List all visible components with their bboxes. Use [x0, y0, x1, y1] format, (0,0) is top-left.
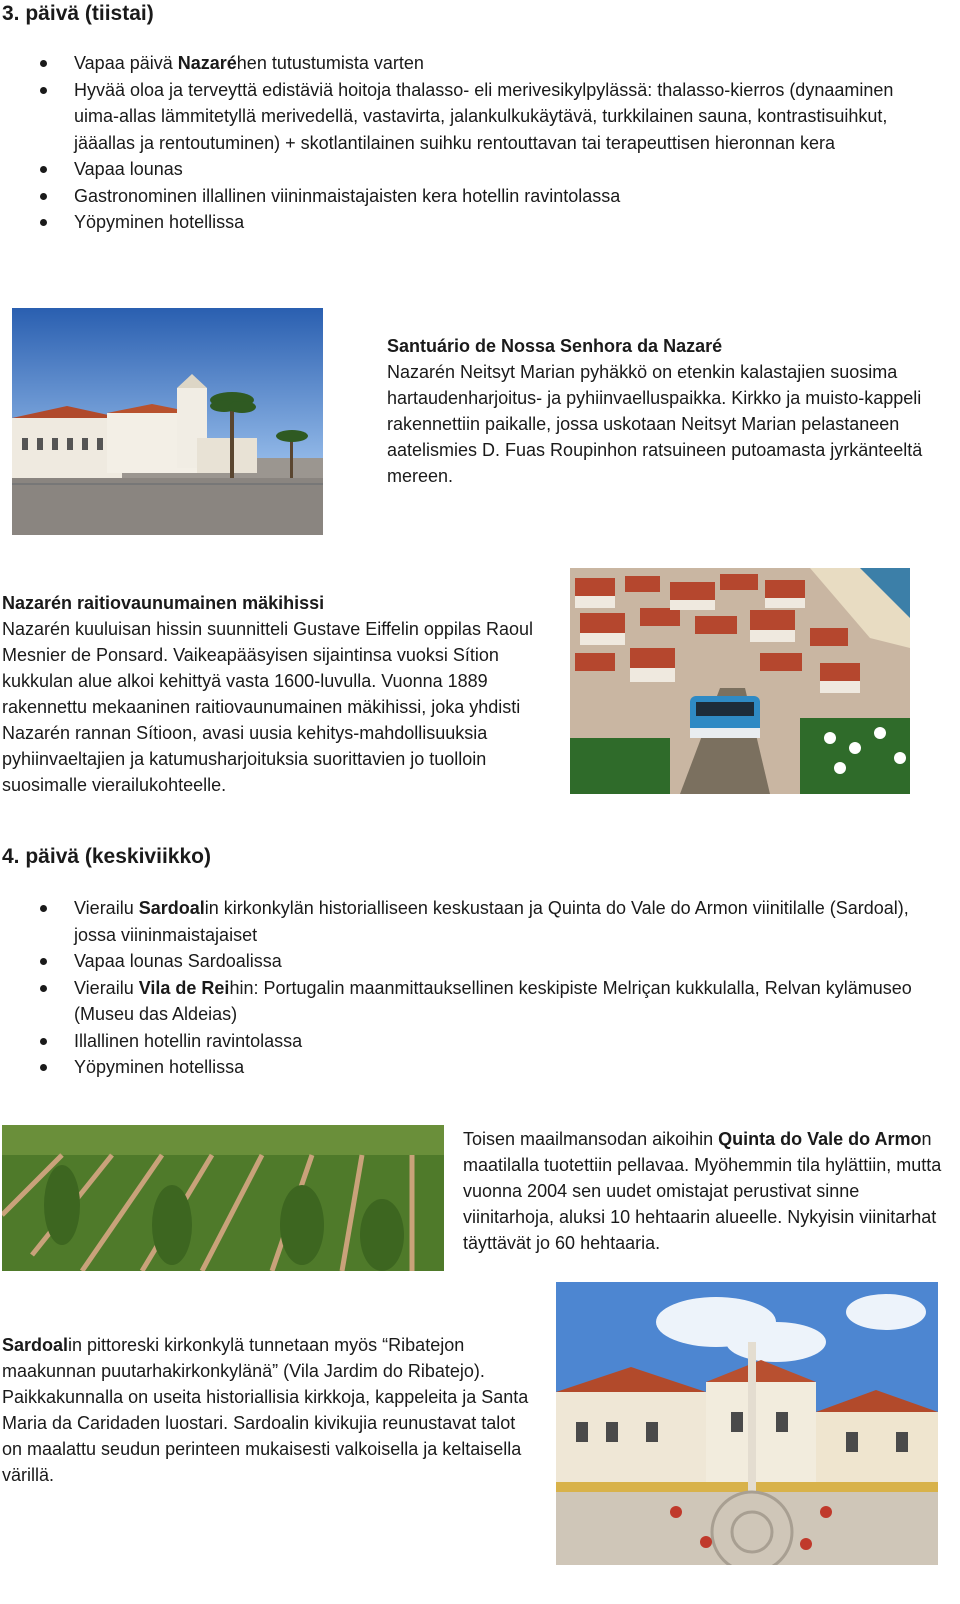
list-item: Vapaa päivä Nazaréhen tutustumista varten	[0, 50, 935, 77]
sanctuary-photo	[12, 308, 323, 535]
day4-heading: 4. päivä (keskiviikko)	[2, 845, 211, 868]
list-item: Gastronominen illallinen viininmaistajaisten kera hotellin ravintolassa	[0, 183, 935, 210]
funicular-text	[2, 590, 542, 798]
day3-heading: 3. päivä (tiistai)	[2, 2, 154, 25]
sardoal-text: Sardoalin pittoreski kirkonkylä tunnetaan myös “Ribatejon maakunnan puutarhakirkonkylänä” (Vila Jardim do Ribatejo). Paikkakunnalla on useita historiallisia kirkkoja, kappeleita ja Santa Maria da Caridaden luostari. Sardoalin kivikujia reunustavat talot on maalattu seudun perinteen mukaisesti valkoisella ja keltaisella värillä.	[2, 1335, 529, 1485]
funicular-body: Nazarén kuuluisan hissin suunnitteli Gustave Eiffelin oppilas Raoul Mesnier de Ponsard. Vaikeapääsyisen sijaintinsa vuoksi Sítion kukkulan alue alkoi kehittyä vasta 1600-luvulla. Vuonna 1889 rakennettu mekaaninen raitiovaunumainen mäkihissi, joka yhdisti Nazarén rannan Sítioon, avasi uusia kehitys-mahdollisuuksia pyhiinvaeltajien ja katumusharjoituksia suorittavien jo tuolloin suosimalle vierailukohteelle.	[2, 619, 533, 795]
funicular-title: Nazarén raitiovaunumainen mäkihissi	[2, 593, 325, 613]
village-photo	[556, 1282, 938, 1565]
list-item: Illallinen hotellin ravintolassa	[0, 1028, 935, 1055]
list-item: Vapaa lounas Sardoalissa	[0, 948, 935, 975]
quinta-text: Toisen maailmansodan aikoihin Quinta do Vale do Armon maatilalla tuotettiin pellavaa. Myöhemmin tila hylättiin, mutta vuonna 2004 sen uudet omistajat perustivat sinne viinitarhoja, aluksi 10 hehtaarin alueelle. Nykyisin viinitarhat täyttävät jo 60 hehtaaria.	[463, 1129, 942, 1253]
day4-list	[0, 895, 935, 1081]
santuario-title: Santuário de Nossa Senhora da Nazaré	[387, 336, 723, 356]
list-item: Yöpyminen hotellissa	[0, 209, 935, 236]
list-item: Hyvää oloa ja terveyttä edistäviä hoitoja thalasso- eli merivesikylpylässä: thalasso-kierros (dynaaminen uima-allas lämmitetyllä merivedellä, vastavirta, jalankulkukäytävä, turkkilainen sauna, kontrastisuihkut, jääallas ja rentoutuminen) + skotlantilainen suihku rentouttavan tai terapeuttisen hieronnan kera	[0, 77, 935, 157]
funicular-photo	[570, 568, 910, 794]
day3-list	[0, 50, 935, 236]
santuario-text	[387, 333, 942, 489]
vineyard-photo	[2, 1125, 444, 1271]
list-item: Vierailu Vila de Reihin: Portugalin maanmittauksellinen keskipiste Melriçan kukkulalla, Relvan kylämuseo (Museu das Aldeias)	[0, 975, 935, 1028]
list-item: Yöpyminen hotellissa	[0, 1054, 935, 1081]
santuario-body: Nazarén Neitsyt Marian pyhäkkö on etenkin kalastajien suosima hartaudenharjoitus- ja pyhiinvaelluspaikka. Kirkko ja muisto-kappeli rakennettiin paikalle, jossa uskotaan Neitsyt Marian pelastaneen aatelismies D. Fuas Roupinhon ratsuineen putoamasta jyrkänteeltä mereen.	[387, 362, 923, 486]
list-item: Vierailu Sardoalin kirkonkylän historialliseen keskustaan ja Quinta do Vale do Armon viinitilalle (Sardoal), jossa viininmaistajaiset	[0, 895, 935, 948]
list-item: Vapaa lounas	[0, 156, 935, 183]
